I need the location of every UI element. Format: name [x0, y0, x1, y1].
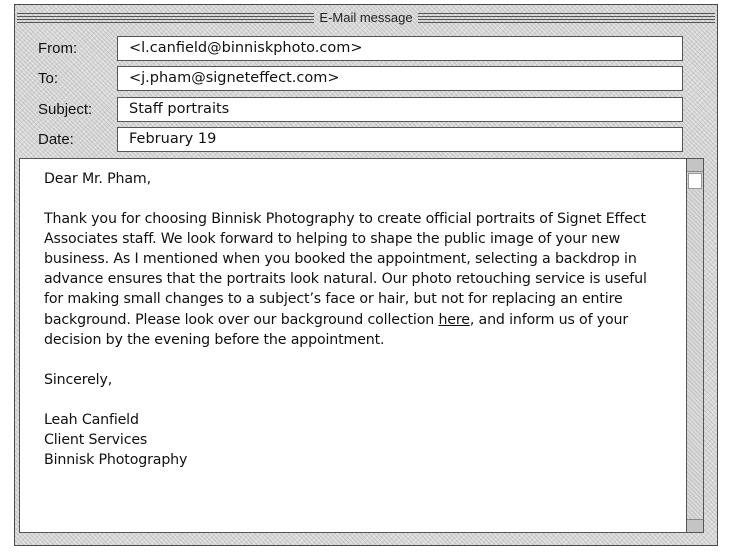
- message-text: [44, 169, 664, 470]
- subject-label: Subject:: [38, 101, 93, 118]
- scroll-up-button[interactable]: [687, 159, 703, 172]
- title-bar-left-lines: [17, 13, 314, 24]
- paragraph-text: Thank you for choosing Binnisk Photography to create official portraits of Signet Effect Associates staff. We look forward to helping to shape the public image of your new business. As I mentioned when you booked the appointment, selecting a backdrop in advance ensures that the portraits look natural. Our photo retouching service is useful for making small changes to a subject’s face or hair, but not for replacing an entire background. Please look over our background collection: [44, 211, 647, 328]
- signature-department: Client Services: [44, 431, 148, 448]
- background-collection-link[interactable]: here: [438, 311, 470, 328]
- subject-row: [15, 97, 717, 123]
- from-field[interactable]: <l.canfield@binniskphoto.com>: [117, 36, 683, 61]
- signature-name: Leah Canfield: [44, 411, 139, 428]
- vertical-scrollbar[interactable]: [686, 159, 703, 532]
- window-title: E-Mail message: [319, 10, 413, 25]
- greeting: Dear Mr. Pham,: [44, 171, 151, 187]
- message-paragraph: [44, 209, 664, 350]
- date-row: [15, 127, 717, 153]
- date-field[interactable]: February 19: [117, 127, 683, 152]
- to-row: [15, 66, 717, 92]
- title-bar-right-lines: [418, 13, 715, 24]
- from-row: [15, 36, 717, 62]
- to-label: To:: [38, 70, 59, 87]
- message-body[interactable]: [19, 158, 704, 533]
- to-field[interactable]: <j.pham@signeteffect.com>: [117, 66, 683, 91]
- scroll-thumb[interactable]: [688, 173, 702, 189]
- from-label: From:: [38, 40, 78, 57]
- paragraph-text-end: , and inform us of your decision by the evening before the appointment.: [44, 311, 629, 348]
- email-window: [14, 4, 718, 546]
- closing: Sincerely,: [44, 371, 113, 388]
- signature-company: Binnisk Photography: [44, 452, 188, 469]
- signature-block: [44, 410, 664, 470]
- title-bar[interactable]: [15, 5, 717, 31]
- date-label: Date:: [38, 131, 74, 148]
- scroll-down-button[interactable]: [687, 519, 703, 532]
- subject-field[interactable]: Staff portraits: [117, 97, 683, 122]
